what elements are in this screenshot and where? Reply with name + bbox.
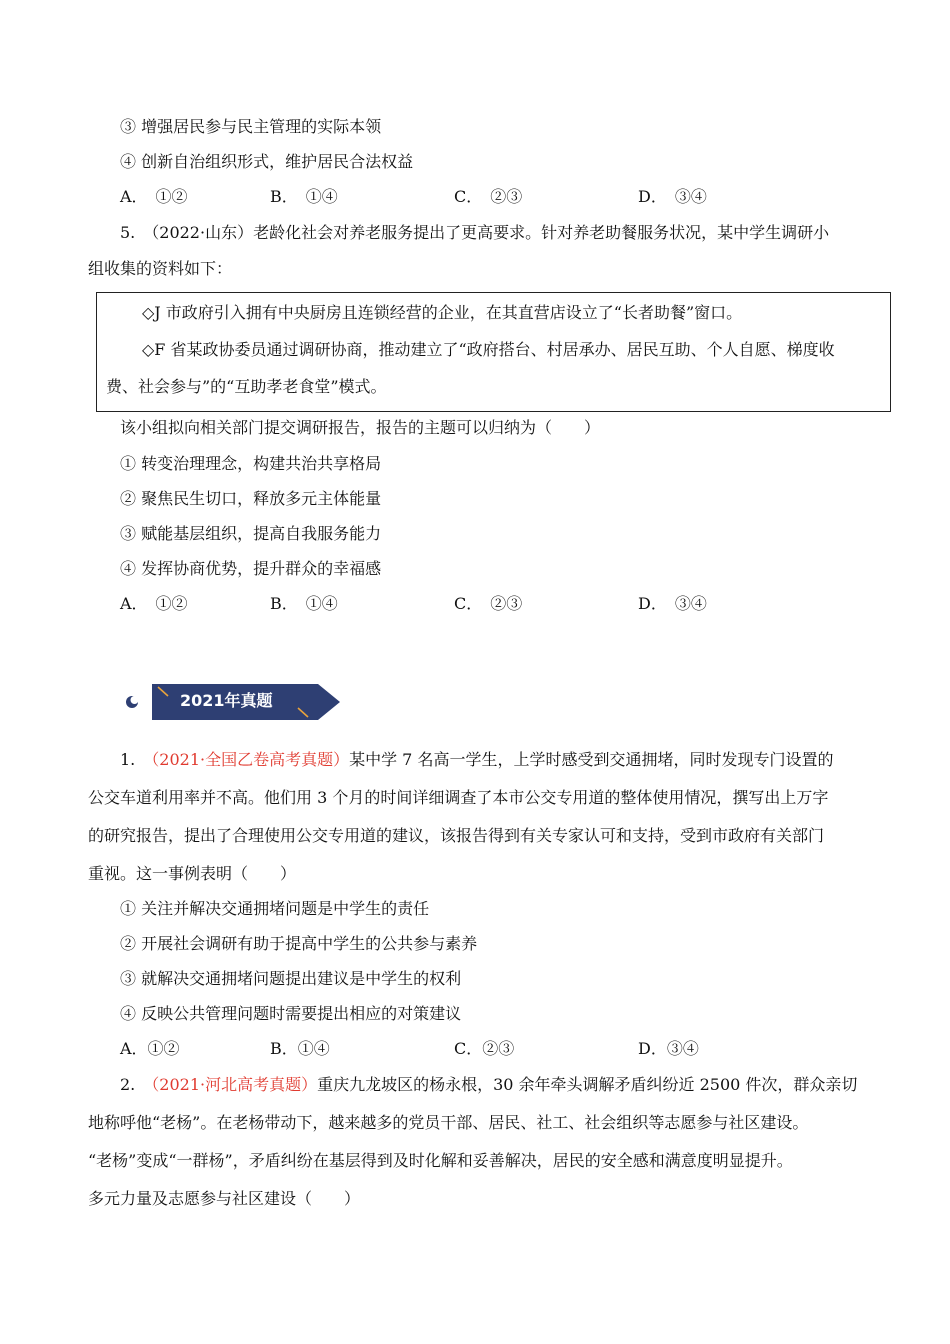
q2021-2-line-1 xyxy=(120,1074,857,1096)
q5-option-c: C． ②③ xyxy=(454,594,523,613)
q2021-1-item-1: ① 关注并解决交通拥堵问题是中学生的责任 xyxy=(120,899,430,918)
q2021-2-source: （2021·河北高考真题） xyxy=(151,1075,318,1094)
q2021-2-line-4: 多元力量及志愿参与社区建设（ ） xyxy=(88,1189,361,1208)
q5-options xyxy=(120,593,820,615)
q5-stem-line-2: 组收集的资料如下： xyxy=(88,259,233,278)
q4-options xyxy=(120,186,820,208)
q5-item-1: ① 转变治理理念，构建共治共享格局 xyxy=(120,454,382,473)
q2021-2-line-2: 地称呼他“老杨”。在老杨带动下，越来越多的党员干部、居民、社工、社会组织等志愿参与社区建设。 xyxy=(88,1113,809,1132)
q4-item-3: ③ 增强居民参与民主管理的实际本领 xyxy=(120,117,382,136)
q5-item-2: ② 聚焦民生切口，释放多元主体能量 xyxy=(120,489,382,508)
q2021-1-source: （2021·全国乙卷高考真题） xyxy=(151,750,350,769)
q4-option-a: A． ①② xyxy=(120,187,188,206)
section-title: 2021年真题 xyxy=(180,691,273,710)
q5-option-b: B． ①④ xyxy=(270,594,338,613)
q5-material-p1: ◇J 市政府引入拥有中央厨房且连锁经营的企业，在其直营店设立了“长者助餐”窗口。 xyxy=(142,303,743,322)
q2021-2-stem-start: 重庆九龙坡区的杨永根，30 余年牵头调解矛盾纠纷近 2500 件次，群众亲切 xyxy=(317,1075,858,1094)
q5-item-4: ④ 发挥协商优势，提升群众的幸福感 xyxy=(120,559,382,578)
q4-option-b: B． ①④ xyxy=(270,187,338,206)
q2021-1-item-3: ③ 就解决交通拥堵问题提出建议是中学生的权利 xyxy=(120,969,462,988)
q5-option-a: A． ①② xyxy=(120,594,188,613)
q2021-2-number: 2. xyxy=(120,1075,152,1094)
q2021-1-line-3: 的研究报告，提出了合理使用公交专用道的建议，该报告得到有关专家认可和支持，受到市政府有关部门 xyxy=(88,826,825,845)
q2021-1-option-c: C．②③ xyxy=(454,1039,515,1058)
q4-option-d: D． ③④ xyxy=(638,187,707,206)
q5-question: 该小组拟向相关部门提交调研报告，报告的主题可以归纳为（ ） xyxy=(120,418,601,437)
q2021-1-line-2: 公交车道利用率并不高。他们用 3 个月的时间详细调查了本市公交专用道的整体使用情况，撰写出上万字 xyxy=(88,788,829,807)
q5-material-p2-line-1: ◇F 省某政协委员通过调研协商，推动建立了“政府搭台、村居承办、居民互助、个人自愿、梯度收 xyxy=(142,340,835,359)
q2021-1-option-a: A．①② xyxy=(120,1039,180,1058)
q2021-1-option-d: D．③④ xyxy=(638,1039,699,1058)
q5-material-p2-line-2: 费、社会参与”的“互助孝老食堂”模式。 xyxy=(106,377,387,396)
q4-option-c: C． ②③ xyxy=(454,187,523,206)
q2021-1-line-1 xyxy=(120,749,833,771)
q2021-2-line-3: “老杨”变成“一群杨”，矛盾纠纷在基层得到及时化解和妥善解决，居民的安全感和满意度明显提升。 xyxy=(88,1151,793,1170)
q2021-1-item-4: ④ 反映公共管理问题时需要提出相应的对策建议 xyxy=(120,1004,462,1023)
q2021-1-number: 1. xyxy=(120,750,152,769)
q5-item-3: ③ 赋能基层组织，提高自我服务能力 xyxy=(120,524,382,543)
q2021-1-option-b: B．①④ xyxy=(270,1039,330,1058)
q5-stem-line-1: 5. （2022·山东）老龄化社会对养老服务提出了更高要求。针对养老助餐服务状况，某中学生调研小 xyxy=(120,223,830,242)
q5-option-d: D． ③④ xyxy=(638,594,707,613)
q2021-1-options xyxy=(120,1038,820,1060)
q2021-1-stem-start: 某中学 7 名高一学生，上学时感受到交通拥堵，同时发现专门设置的 xyxy=(349,750,834,769)
q2021-1-item-2: ② 开展社会调研有助于提高中学生的公共参与素养 xyxy=(120,934,478,953)
q4-item-4: ④ 创新自治组织形式，维护居民合法权益 xyxy=(120,152,414,171)
q2021-1-line-4: 重视。这一事例表明（ ） xyxy=(88,864,297,883)
